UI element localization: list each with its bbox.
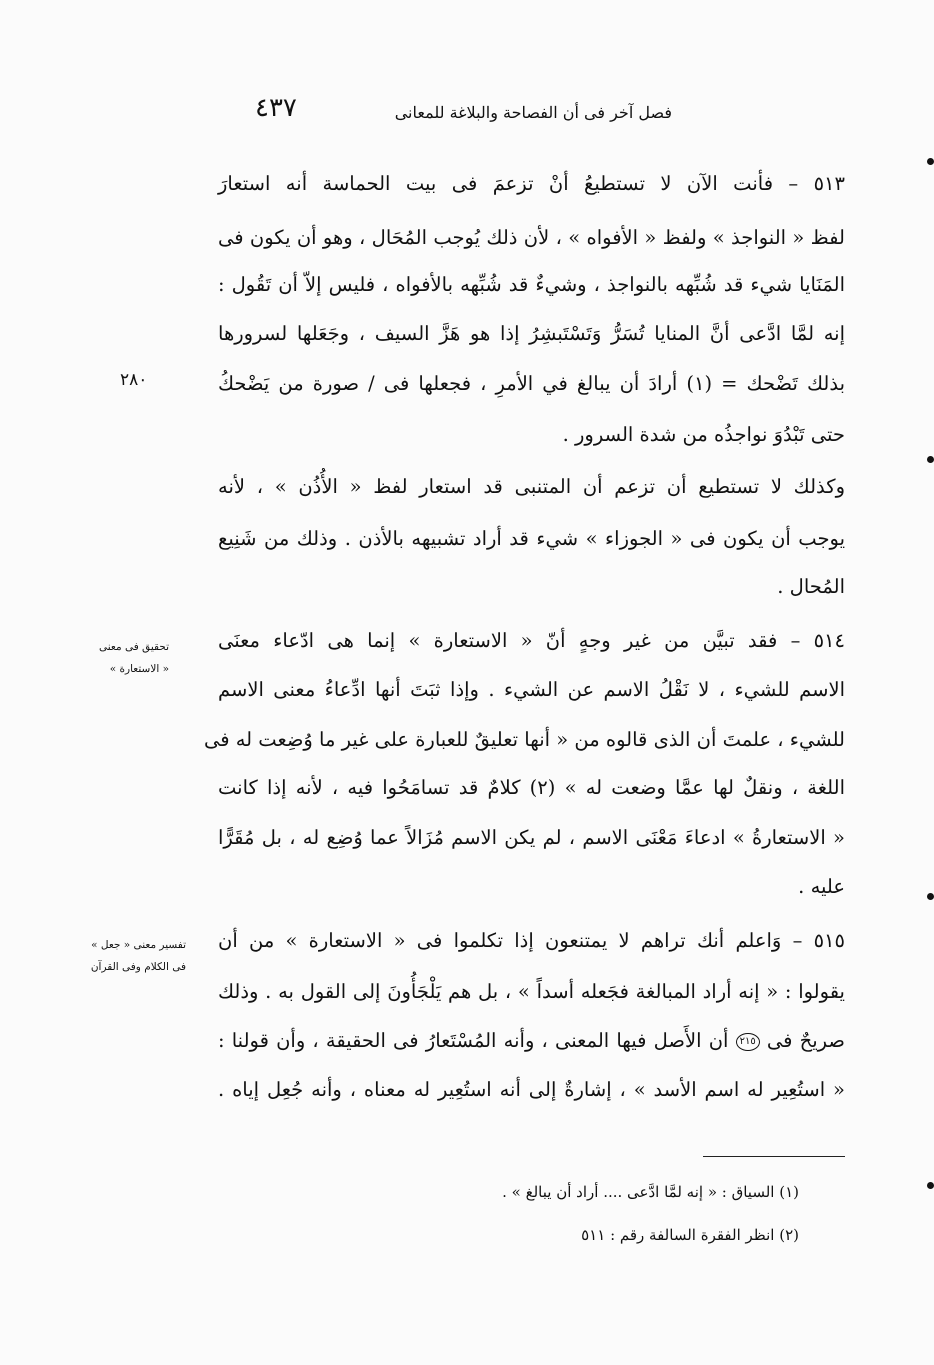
margin-note-istiara [99, 636, 169, 680]
text-line: « استُعِير له اسم الأسد » ، إشارةٌ إلى أنه استُعِير له معناه ، وأنه جُعِل إياه . [218, 1078, 845, 1101]
text-line: وكذلك لا تستطيع أن تزعم أن المتنبى قد استعار لفظ « الأُذُن » ، لأنه [218, 475, 845, 498]
text-segment: صريحٌ فى [766, 1029, 845, 1052]
text-line: المُحال . [777, 575, 845, 598]
page-number: ٤٣٧ [255, 93, 297, 123]
scan-dot [927, 158, 934, 165]
footnote: (١) السياق : « إنه لمَّا ادَّعى .... أراد أن يبالغ » . [502, 1183, 799, 1201]
text-line: « الاستعارةُ » ادعاءَ مَعْنَى الاسم ، لم يكن الاسم مُزَالاً عما وُضِع له ، بل مُقَرًّا [218, 826, 845, 849]
margin-note-line: فى الكلام وفى القرآن [90, 961, 186, 973]
scan-dot [927, 893, 934, 900]
scan-dot [927, 1182, 934, 1189]
text-line: يقولوا : « إنه أراد المبالغة فجَعله أسداً » ، بل هم يَلْجَأُونَ إلى القول به . وذلك [218, 980, 845, 1003]
scan-dot [927, 456, 934, 463]
text-line: بذلك تَضْحك = (١) أرادَ أن يبالغ في الأمرِ ، فجعلها فى / صورة من يَضْحكُ [218, 372, 845, 395]
inline-page-marker: ٢١٥ [736, 1033, 760, 1051]
text-line: يوجب أن يكون فى « الجوزاء » شيء قد أراد تشبيهه بالأذن . وذلك من شَنِيع [218, 527, 845, 550]
margin-note-jaal [91, 934, 186, 978]
text-line: المَنَايا شيء قد شُبِّهه بالنواجذ ، وشيءٌ قد شُبِّهه بالأفواه ، فليس إلاّ أن تَقُول : [218, 273, 845, 296]
text-line: عليه . [798, 875, 845, 898]
footnote-divider [703, 1156, 845, 1157]
running-header-title: فصل آخر فى أن الفصاحة والبلاغة للمعانى [394, 103, 672, 122]
text-line: حتى تَبْدُوَ نواجذُه من شدة السرور . [562, 423, 845, 446]
margin-page-reference: ٢٨٠ [120, 370, 148, 390]
text-line: ٥١٥ – وَاعلم أنك تراهم لا يمتنعون إذا تكلموا فى « الاستعارة » من أن [218, 929, 845, 952]
margin-note-line: « الاستعارة » [109, 663, 169, 675]
text-line: الاسم للشيء ، لا نَقْلُ الاسم عن الشيء . وإذا ثبَتَ أنها ادِّعاءُ معنى الاسم [218, 678, 845, 701]
text-line [218, 1029, 845, 1052]
text-line: ٥١٣ – فأنت الآن لا تستطيعُ أنْ تزعمَ فى بيت الحماسة أنه استعارَ [218, 172, 845, 195]
text-line: إنه لمَّا ادَّعى أنَّ المنايا تُسَرُّ وَتَسْتَبشِرُ إذا هو هَزَّ السيف ، وجَعَلها لسرورها [218, 322, 845, 345]
footnote: (٢) انظر الفقرة السالفة رقم : ٥١١ [581, 1226, 799, 1244]
text-line: اللغة ، ونقلٌ لها عمَّا وضعت له » (٢) كلامٌ قد تسامَحُوا فيه ، لأنه إذا كانت [218, 776, 845, 799]
text-line: لفظ « النواجذ » ولفظ « الأفواه » ، لأن ذلك يُوجب المُحَال ، وهو أن يكون فى [218, 226, 845, 249]
text-segment: أن الأَصل فيها المعنى ، وأنه المُسْتَعارُ فى الحقيقة ، وأن قولنا : [218, 1029, 729, 1052]
margin-note-line: تفسير معنى « جعل » [91, 939, 186, 951]
margin-note-line: تحقيق فى معنى [99, 641, 169, 653]
text-line: للشيء ، علمتَ أن الذى قالوه من « أنها تعليقٌ للعبارة على غير ما وُضِعت له فى [203, 728, 845, 751]
text-line: ٥١٤ – فقد تبيَّن من غير وجهٍ أنّ « الاستعارة » إنما هى ادّعاء معنَى [218, 629, 845, 652]
